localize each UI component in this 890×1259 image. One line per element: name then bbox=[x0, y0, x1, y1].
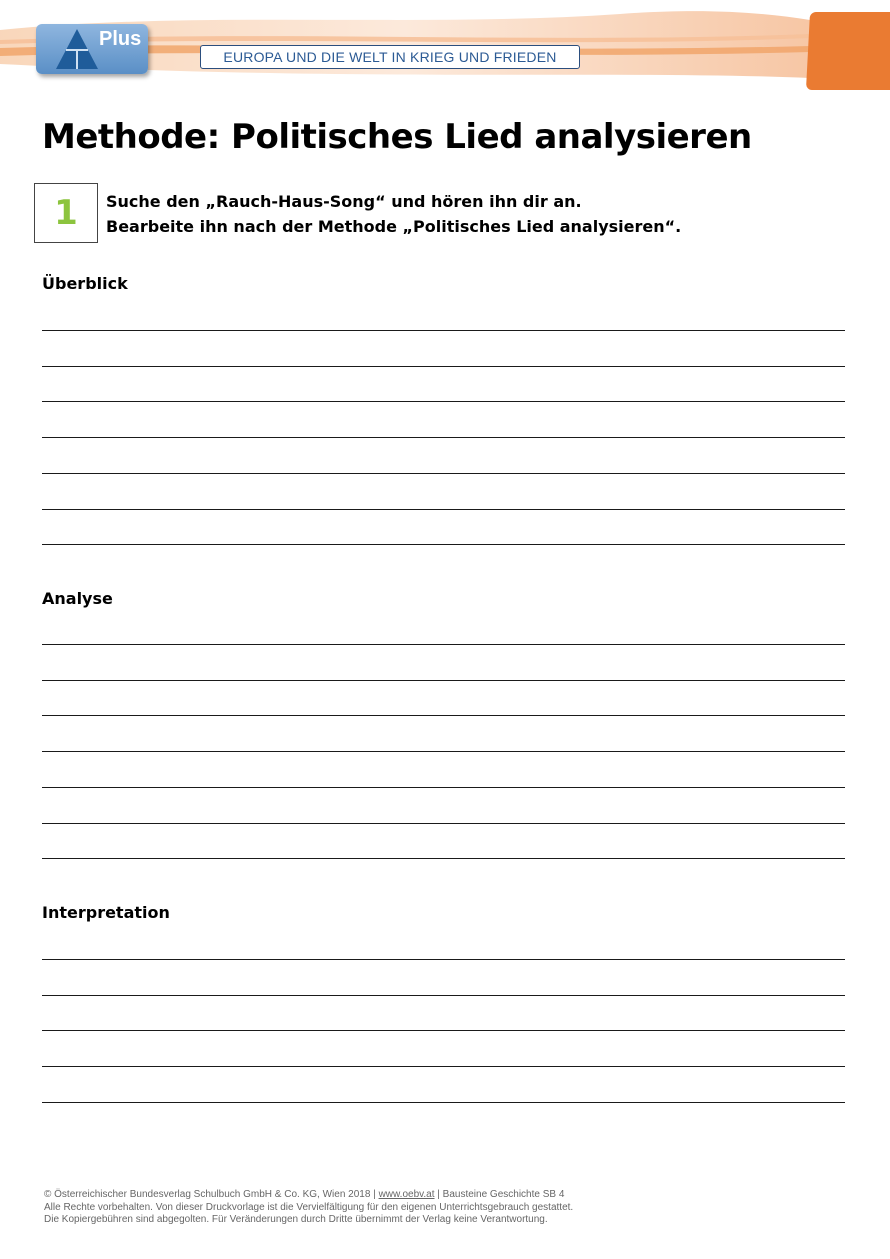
writing-line bbox=[42, 995, 845, 996]
writing-line bbox=[42, 1030, 845, 1031]
task-number-box: 1 bbox=[34, 183, 98, 243]
writing-line bbox=[42, 544, 845, 545]
writing-line bbox=[42, 644, 845, 645]
writing-line bbox=[42, 959, 845, 960]
section-heading-analyse: Analyse bbox=[42, 589, 113, 608]
section-heading-ueberblick: Überblick bbox=[42, 274, 128, 293]
writing-line bbox=[42, 823, 845, 824]
logo-text: Plus bbox=[99, 28, 142, 50]
task-instruction-line-2: Bearbeite ihn nach der Methode „Politisches Lied analysieren“. bbox=[106, 217, 682, 236]
writing-line bbox=[42, 715, 845, 716]
pyramid-icon bbox=[54, 27, 100, 71]
writing-line bbox=[42, 1066, 845, 1067]
writing-line bbox=[42, 787, 845, 788]
writing-line bbox=[42, 680, 845, 681]
page-title: Methode: Politisches Lied analysieren bbox=[42, 117, 752, 157]
writing-line bbox=[42, 473, 845, 474]
footer-line-2: Alle Rechte vorbehalten. Von dieser Druckvorlage ist die Vervielfältigung für den eigenen Unterrichtsgebrauch gestattet. bbox=[44, 1201, 574, 1213]
writing-line bbox=[42, 509, 845, 510]
writing-line bbox=[42, 858, 845, 859]
task-instruction-line-1: Suche den „Rauch-Haus-Song“ und hören ihn dir an. bbox=[106, 192, 582, 211]
writing-line bbox=[42, 1102, 845, 1103]
writing-line bbox=[42, 437, 845, 438]
writing-line bbox=[42, 366, 845, 367]
section-heading-interpretation: Interpretation bbox=[42, 903, 170, 922]
orange-corner-tab bbox=[806, 12, 890, 90]
footer-copyright bbox=[44, 1189, 573, 1227]
publisher-link[interactable]: www.oebv.at bbox=[378, 1189, 435, 1200]
plus-logo bbox=[36, 24, 148, 74]
writing-line bbox=[42, 751, 845, 752]
footer-line-1: © Österreichischer Bundesverlag Schulbuch GmbH & Co. KG, Wien 2018 | www.oebv.at | Bausteine Geschichte SB 4 bbox=[44, 1189, 565, 1200]
header-banner bbox=[0, 0, 890, 100]
writing-line bbox=[42, 401, 845, 402]
series-title: EUROPA UND DIE WELT IN KRIEG UND FRIEDEN bbox=[200, 45, 580, 69]
writing-line bbox=[42, 330, 845, 331]
footer-line-3: Die Kopiergebühren sind abgegolten. Für Veränderungen durch Dritte übernimmt der Verlag keine Verantwortung. bbox=[44, 1214, 548, 1225]
